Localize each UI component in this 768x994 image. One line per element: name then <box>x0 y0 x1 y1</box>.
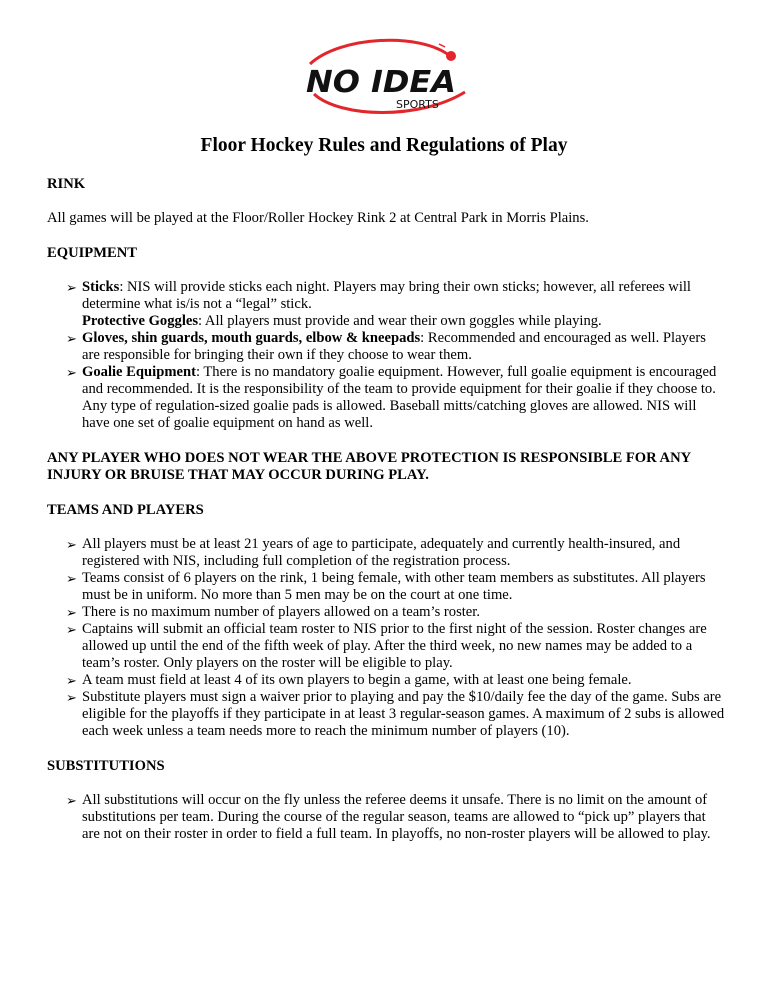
teams-item-text: All players must be at least 21 years of age to participate, adequately and currently health-insured, and registered with NIS, including full completion of the registration process. <box>82 536 681 569</box>
teams-item-text: There is no maximum number of players allowed on a team’s roster. <box>82 604 480 620</box>
equipment-heading: EQUIPMENT <box>47 245 137 261</box>
logo-graphic <box>300 34 470 120</box>
gloves-text: : Recommended and encouraged as well. Players are responsible for bringing their own if they choose to wear them. <box>82 330 706 363</box>
list-item <box>47 604 727 621</box>
rink-text: All games will be played at the Floor/Roller Hockey Rink 2 at Central Park in Morris Plains. <box>47 210 589 226</box>
logo-wordmark: NO IDEA <box>306 65 456 100</box>
teams-item-text: A team must field at least 4 of its own players to begin a game, with at least one being female. <box>82 672 632 688</box>
goalie-label: Goalie Equipment <box>82 364 196 380</box>
arrow-bullet-icon: ➢ <box>66 331 77 346</box>
substitutions-list <box>47 792 727 843</box>
logo-sub: SPORTS <box>396 98 439 111</box>
teams-item-text: Substitute players must sign a waiver prior to playing and pay the $10/daily fee the day of the game. Subs are eligible for the playoffs if they participate in at least 3 regular-season games. A maximum of 2 subs is allowed each week unless a team needs more to reach the minimum number of players (10). <box>82 689 725 739</box>
goalie-text: : There is no mandatory goalie equipment. However, full goalie equipment is encouraged and recommended. It is the responsibility of the team to provide equipment for their goalie if they choose to. Any type of regulation-sized goalie pads is allowed. Baseball mitts/catching gloves are allowed. NIS will have one set of goalie equipment on hand as well. <box>82 364 717 431</box>
subs-item-text: All substitutions will occur on the fly unless the referee deems it unsafe. There is no limit on the amount of substitutions per team. During the course of the regular season, teams are allowed to “pick up” players that are not on their roster in order to field a full team. In playoffs, no non-roster players will be allowed to play. <box>82 792 711 842</box>
arrow-bullet-icon: ➢ <box>66 280 77 295</box>
teams-item-text: Teams consist of 6 players on the rink, 1 being female, with other team members as substitutes. All players must be in uniform. No more than 5 men may be on the court at one time. <box>82 570 706 603</box>
sticks-text: : NIS will provide sticks each night. Players may bring their own sticks; however, all referees will determine what is/is not a “legal” stick. <box>82 279 691 312</box>
sticks-label: Sticks <box>82 279 120 295</box>
arrow-bullet-icon: ➢ <box>66 571 77 586</box>
arrow-bullet-icon: ➢ <box>66 537 77 552</box>
protection-warning: ANY PLAYER WHO DOES NOT WEAR THE ABOVE PROTECTION IS RESPONSIBLE FOR ANY INJURY OR BRUISE THAT MAY OCCUR DURING PLAY. <box>47 450 691 483</box>
arrow-bullet-icon: ➢ <box>66 673 77 688</box>
list-item <box>47 536 727 570</box>
list-item <box>47 570 727 604</box>
no-idea-sports-logo <box>300 34 470 120</box>
arrow-bullet-icon: ➢ <box>66 793 77 808</box>
list-item <box>47 672 727 689</box>
equipment-list <box>47 279 727 432</box>
list-item <box>47 689 727 740</box>
substitutions-heading: SUBSTITUTIONS <box>47 758 165 774</box>
goggles-text: : All players must provide and wear their own goggles while playing. <box>198 313 602 329</box>
gloves-label: Gloves, shin guards, mouth guards, elbow & kneepads <box>82 330 421 346</box>
document-body <box>47 176 727 843</box>
teams-heading: TEAMS AND PLAYERS <box>47 502 204 518</box>
rink-heading: RINK <box>47 176 86 192</box>
list-item <box>47 792 727 843</box>
arrow-bullet-icon: ➢ <box>66 622 77 637</box>
goggles-label: Protective Goggles <box>82 313 199 329</box>
arrow-bullet-icon: ➢ <box>66 605 77 620</box>
teams-item-text: Captains will submit an official team roster to NIS prior to the first night of the session. Roster changes are allowed up until the end of the fifth week of play. After the third week, no new names may be added to a team’s roster. Only players on the roster will be eligible to play. <box>82 621 707 671</box>
page-title: Floor Hockey Rules and Regulations of Play <box>200 135 568 156</box>
list-item <box>47 621 727 672</box>
arrow-bullet-icon: ➢ <box>66 690 77 705</box>
list-item <box>47 364 727 432</box>
teams-list <box>47 536 727 740</box>
list-item <box>47 330 727 364</box>
list-item <box>47 279 727 330</box>
arrow-bullet-icon: ➢ <box>66 365 77 380</box>
